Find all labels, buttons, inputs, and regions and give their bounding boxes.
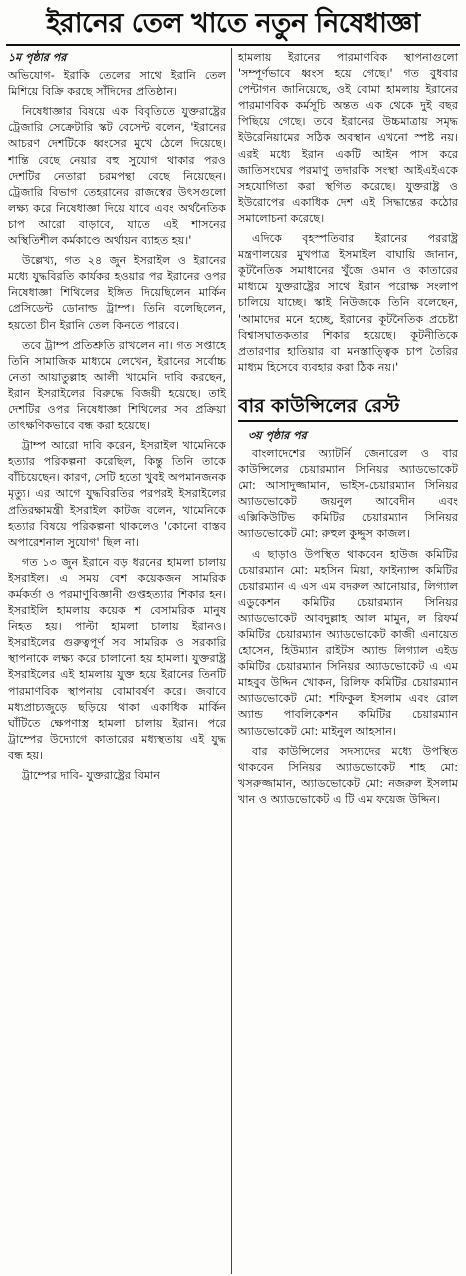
article-paragraph: উল্লেখ্য, গত ২৪ জুন ইসরাইল ও ইরানের মধ্যে যুদ্ধবিরতি কার্যকর হওয়ার পর ইরানের ওপর নিষেধাজ্ঞা শিথিলের ইঙ্গিত দিয়েছিলেন মার্কিন প্রেসিডেন্ট ডোনাল্ড ট্রাম্প। তিনি বলেছিলেন, হয়তো চীন ইরানি তেল কিনতে পারবে। [8, 254, 226, 332]
page-headline: ইরানের তেল খাতে নতুন নিষেধাজ্ঞা [46, 8, 420, 39]
article-paragraph: অভিযোগ- ইরাকি তেলের সাথে ইরানি তেল মিশিয়ে বিক্রি করছে সাঁদিদের প্রতিষ্ঠান। [8, 69, 226, 99]
left-column [8, 50, 226, 1274]
headline-rule [6, 44, 460, 46]
right-column [238, 50, 458, 1274]
article-paragraph: বাংলাদেশের অ্যাটর্নি জেনারেল ও বার কাউন্সিলের চেয়ারম্যান সিনিয়র অ্যাডভোকেট মো: আসাদুজ্জামান, ভাইস-চেয়ারম্যান সিনিয়র অ্যাডভোকেট জয়নুল আবেদীন এবং এক্সিকিউটিভ কমিটির চেয়ারম্যান সিনিয়র অ্যাডভোকেট মো: রুহুল কুদ্দুস কাজল। [238, 446, 458, 541]
article-paragraph: নিষেধাজ্ঞার বিষয়ে এক বিবৃতিতে যুক্তরাষ্ট্রের ট্রেজারি সেক্রেটারি স্কট বেসেন্ট বলেন, 'ইরানের আচরণ দেশটিকে ধ্বংসের মুখে ঠেলে দিয়েছে। শান্তি বেছে নেয়ার বহু সুযোগ থাকার পরও দেশটির নেতারা চরমপন্থা বেছে নিয়েছেন। ট্রেজারি বিভাগ তেহরানের রাজস্বের উৎসগুলো লক্ষ্য করে নিষেধাজ্ঞা দিয়ে যাবে এবং অর্থনৈতিক চাপ আরো বাড়াবে, যাতে এই শাসনের অস্থিতিশীল কর্মকাণ্ডে অর্থায়ন ব্যাহত হয়।' [8, 105, 226, 248]
article-paragraph: এ ছাড়াও উপস্থিত থাকবেন হাউজ কমিটির চেয়ারম্যান মো: মহসিন মিয়া, ফাইন্যান্স কমিটির চেয়ারম্যান এ এস এম বদরুল আনোয়ার, লিগ্যাল এডুকেশন কমিটির চেয়ারম্যান সিনিয়র অ্যাডভোকেট আবদুল্লাহ আল মামুন, ল রিফর্ম কমিটির চেয়ারম্যান অ্যাডভোকেট কাজী এনায়েত হোসেন, হিউম্যান রাইটস অ্যান্ড লিগ্যাল এইড কমিটির চেয়ারম্যান সিনিয়র অ্যাডভোকেট এ এম মাহবুব উদ্দিন খোকন, রিলিফ কমিটির চেয়ারম্যান অ্যাডভোকেট মো: শফিকুল ইসলাম এবং রোল অ্যান্ড পাবলিকেশন কমিটির চেয়ারম্যান অ্যাডভোকেট মো: মাইনুল আহসান। [238, 547, 458, 738]
continued-from-label: ৩য় পৃষ্ঠার পর [248, 428, 307, 442]
article-paragraph: ট্রাম্প আরো দাবি করেন, ইসরাইল খামেনিকে হত্যার পরিকল্পনা করেছিল, কিন্তু তিনি তাকে বাঁচিয়েছেন। কারণ, সেটি হতো খুবই অপমানজনক মৃত্যু। এর আগে যুদ্ধবিরতির পরপরই ইসরাইলের প্রতিরক্ষামন্ত্রী ইসরাইল কাটজ বলেন, খামেনিকে হত্যার বিষয়ে পরিকল্পনা থাকলেও 'কোনো বাস্তব অপারেশনাল সুযোগ' ছিল না। [8, 439, 226, 549]
article-paragraph: ট্রাম্পের দাবি- যুক্তরাষ্ট্রের বিমান [22, 769, 161, 783]
article-paragraph: বার কাউন্সিলের সদস্যদের মধ্যে উপস্থিত থাকবেন সিনিয়র অ্যাডভোকেট শাহ মো: খসরুজ্জামান, অ্যাডভোকেট মো: নজরুল ইসলাম খান ও অ্যাডভোকেট এ টি এম ফয়েজ উদ্দিন। [238, 744, 458, 806]
column-divider [231, 48, 232, 1274]
continued-from-label: ১ম পৃষ্ঠার পর [8, 51, 67, 64]
second-article-headline: বার কাউন্সিলের রেস্ট [238, 394, 458, 422]
article-paragraph: এদিকে বৃহস্পতিবার ইরানের পররাষ্ট্র মন্ত্রণালয়ের মুখপাত্র ইসমাইল বাঘায়ি জানান, কূটনৈতিক সমাধানের খুঁজে ওমান ও কাতারের মাধ্যমে যুক্তরাষ্ট্রের সাথে ইরান পরোক্ষ সংলাপ চালিয়ে যাচ্ছে। স্কাই নিউজকে তিনি বলেছেন, 'আমাদের মনে হচ্ছে, ইরানের কূটনৈতিক প্রচেষ্টা বিশ্বাসঘাতকতার শিকার হয়েছে। কূটনীতিকে প্রতারণার হাতিয়ার বা মনস্তাত্ত্বিক চাপ তৈরির মাধ্যম হিসেবে ব্যবহার করা ঠিক নয়।' [238, 232, 458, 374]
article-paragraph: গত ১৩ জুন ইরানে বড় ধরনের হামলা চালায় ইসরাইল। এ সময় বেশ কয়েকজন সামরিক কর্মকর্তা ও পরমাণুবিজ্ঞানী গুপ্তহত্যার শিকার হন। ইসরাইলি হামলায় কয়েক শ বেসামরিক মানুষ নিহত হয়। পাল্টা হামলা চালায় ইরানও। ইসরাইলের গুরুত্বপূর্ণ সব সামরিক ও সরকারি স্থাপনাকে লক্ষ্য করে চালানো হয় হামলা। যুক্তরাষ্ট্র ইসরাইলের এই হামলায় যুক্ত হয়ে ইরানের তিনটি পারমাণবিক স্থাপনায় বোমাবর্ষণ করে। জবাবে মধ্যপ্রাচ্যজুড়ে ছড়িয়ে থাকা একাধিক মার্কিন ঘাঁটিতে ক্ষেপণাস্ত্র হামলা চালায় ইরান। পরে ট্রাম্পের উদ্যোগে কাতারের মধ্যস্থতায় এই যুদ্ধ বন্ধ হয়। [8, 555, 226, 762]
article-paragraph: হামলায় ইরানের পারমাণবিক স্থাপনাগুলো 'সম্পূর্ণভাবে ধ্বংস হয়ে গেছে।' গত বুধবার পেন্টাগন জানিয়েছে, ওই বোমা হামলায় ইরানের পারমাণবিক কর্মসূচি অন্তত এক থেকে দুই বছর পিছিয়ে গেছে। তবে ইরানের উচ্চমাত্রায় সমৃদ্ধ ইউরেনিয়ামের সঠিক অবস্থান এখনো স্পষ্ট নয়। এরই মধ্যে ইরান একটি আইন পাস করে জাতিসংঘের পরমাণু তদারকি সংস্থা আইএইএকে সহযোগিতা করা স্থগিত করেছে। যুক্তরাষ্ট্র ও ইউরোপের একাধিক দেশ এই সিদ্ধান্তের কঠোর সমালোচনা করেছে। [238, 51, 458, 225]
article-paragraph: তবে ট্রাম্প প্রতিশ্রুতি রাখলেন না। গত সপ্তাহে তিনি সামাজিক মাধ্যমে লেখেন, ইরানের সর্বোচ্চ নেতা আয়াতুল্লাহ আলী খামেনি দাবি করছেন, ইরান ইসরাইলের বিরুদ্ধে বিজয়ী হয়েছে। তাই দেশটির ওপর নিষেধাজ্ঞা শিথিলের সব প্রক্রিয়া তাৎক্ষণিকভাবে বন্ধ করা হয়েছে। [8, 338, 226, 433]
